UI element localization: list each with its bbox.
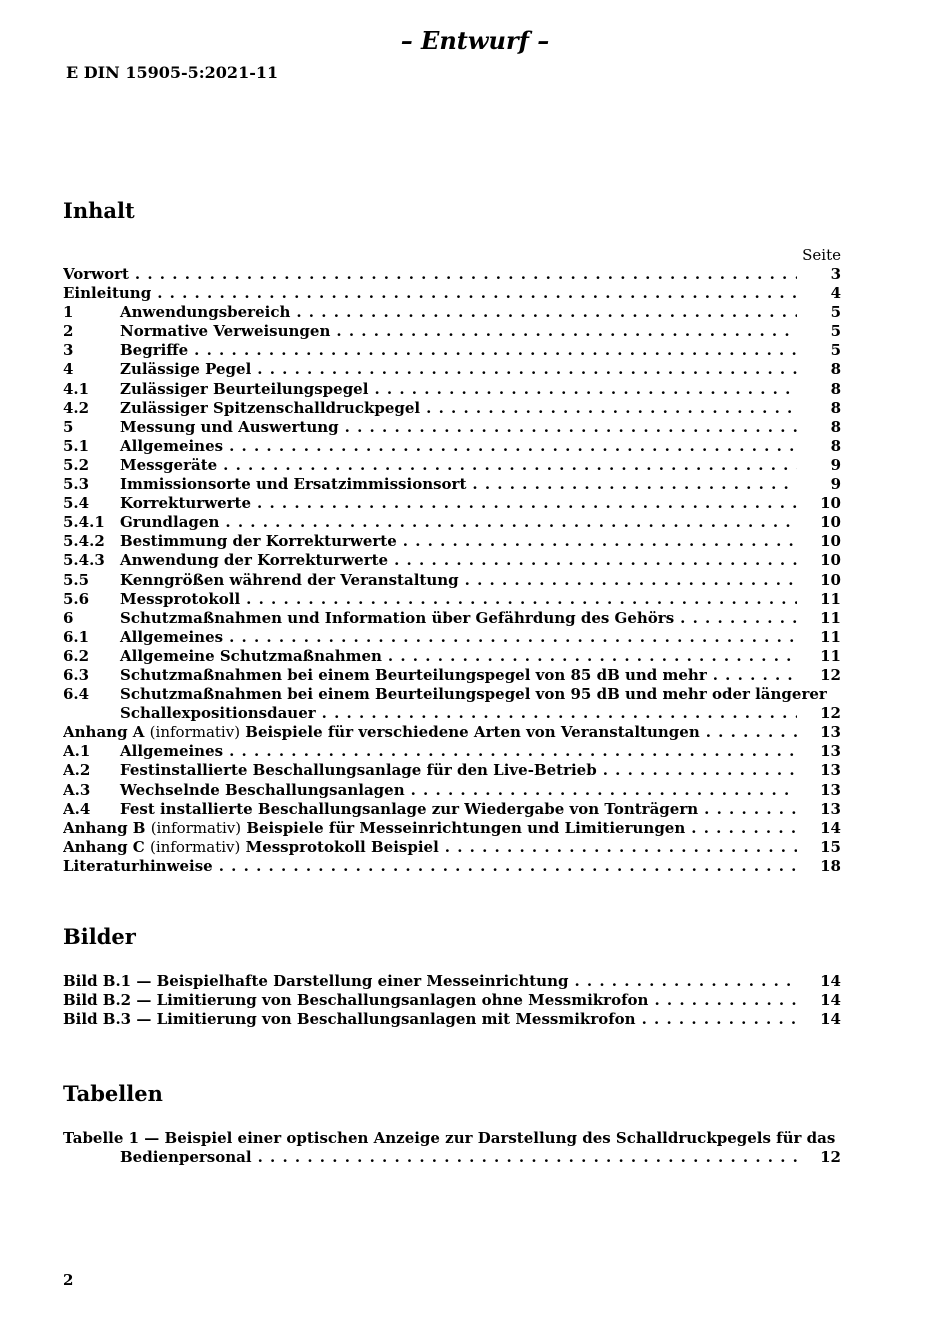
annex-note: (informativ) (149, 837, 241, 856)
toc-title: Literaturhinweise (63, 856, 213, 875)
toc-entry[interactable] (63, 742, 841, 761)
toc-title: Schutzmaßnahmen bei einem Beurteilungspegel von 85 dB und mehr (120, 665, 707, 684)
toc-entry[interactable] (63, 800, 841, 819)
toc-number: A.1 (63, 742, 91, 761)
toc-title: Kenngrößen während der Veranstaltung (120, 570, 459, 589)
toc-page: 10 (801, 494, 841, 513)
figures-heading: Bilder (63, 924, 136, 949)
toc-entry[interactable] (63, 647, 841, 666)
toc-number: 4.2 (63, 398, 90, 417)
toc-page: 8 (801, 360, 841, 379)
toc-number: 5.1 (63, 436, 90, 455)
toc-entry[interactable] (63, 685, 841, 704)
toc-title: Zulässiger Spitzenschalldruckpegel (120, 398, 421, 417)
toc-number: 3 (63, 341, 74, 360)
toc-entry-continued[interactable] (63, 704, 841, 723)
toc-entry[interactable] (63, 303, 841, 322)
toc-entry[interactable] (63, 475, 841, 494)
toc-number: 5.3 (63, 475, 90, 494)
toc-page: 13 (801, 761, 841, 780)
toc-page: 8 (801, 399, 841, 418)
toc-page: 13 (801, 781, 841, 800)
toc-number: 5.4 (63, 494, 90, 513)
toc-title: Immissionsorte und Ersatzimmissionsort (120, 475, 467, 494)
annex-note: (informativ) (150, 818, 242, 837)
toc-entry[interactable] (63, 322, 841, 341)
toc-number: 6.3 (63, 665, 90, 684)
toc-annex-entry[interactable] (63, 819, 841, 838)
toc-entry[interactable] (63, 456, 841, 475)
toc-entry[interactable] (63, 571, 841, 590)
toc-entry[interactable] (63, 532, 841, 551)
toc-number: 5.4.2 (63, 532, 105, 551)
toc-annex-entry[interactable] (63, 838, 841, 857)
toc-page: 5 (801, 341, 841, 360)
toc-title: Korrekturwerte (120, 494, 252, 513)
toc-title: Messung und Auswertung (120, 417, 339, 436)
toc-number: 5.4.1 (63, 513, 105, 532)
toc-number: 2 (63, 322, 74, 341)
toc-page: 10 (801, 513, 841, 532)
annex-label: Anhang B (63, 818, 146, 837)
document-id: E DIN 15905-5:2021-11 (66, 63, 279, 82)
toc-page: 8 (801, 437, 841, 456)
toc-entry[interactable] (63, 380, 841, 399)
figure-title: Bild B.2 — Limitierung von Beschallungsanlagen ohne Messmikrofon (63, 991, 649, 1010)
toc-number: 4 (63, 360, 74, 379)
toc-entry[interactable] (63, 513, 841, 532)
toc-title: Grundlagen (120, 513, 220, 532)
figure-entry[interactable] (63, 972, 841, 991)
toc-entry[interactable] (63, 666, 841, 685)
toc-title: Beispiele für verschiedene Arten von Veranstaltungen (245, 723, 700, 742)
toc-page: 12 (801, 666, 841, 685)
toc-number: A.3 (63, 780, 91, 799)
toc-entry[interactable] (63, 360, 841, 379)
toc-title: Anwendungsbereich (120, 303, 291, 322)
toc-number: 6.4 (63, 685, 90, 704)
toc-number: 5.5 (63, 570, 90, 589)
toc-number: A.4 (63, 799, 91, 818)
toc-title: Wechselnde Beschallungsanlagen (120, 780, 405, 799)
toc-page: 13 (801, 723, 841, 742)
toc-entry[interactable] (63, 609, 841, 628)
table-page: 12 (801, 1148, 841, 1167)
toc-entry[interactable] (63, 284, 841, 303)
toc-entry[interactable] (63, 341, 841, 360)
toc-number: 6.1 (63, 627, 90, 646)
toc-page: 10 (801, 571, 841, 590)
toc-title: Allgemeines (120, 742, 224, 761)
figure-title: Bild B.3 — Limitierung von Beschallungsanlagen mit Messmikrofon (63, 1010, 636, 1029)
page-column-label: Seite (802, 246, 841, 264)
toc-title: Allgemeine Schutzmaßnahmen (120, 646, 382, 665)
annex-label: Anhang C (63, 837, 145, 856)
toc-entry[interactable] (63, 781, 841, 800)
toc-number: 6.2 (63, 646, 90, 665)
toc-page: 5 (801, 322, 841, 341)
figure-entry[interactable] (63, 991, 841, 1010)
toc-page: 10 (801, 551, 841, 570)
toc-entry[interactable] (63, 857, 841, 876)
toc-annex-entry[interactable] (63, 723, 841, 742)
toc-page: 10 (801, 532, 841, 551)
toc-entry[interactable] (63, 590, 841, 609)
toc-page: 9 (801, 456, 841, 475)
toc-title: Allgemeines (120, 436, 224, 455)
toc-page: 11 (801, 609, 841, 628)
toc-title: Zulässige Pegel (120, 360, 252, 379)
page-number: 2 (63, 1271, 74, 1289)
toc-title: Beispiele für Messeinrichtungen und Limitierungen (246, 818, 686, 837)
toc-page: 5 (801, 303, 841, 322)
toc-page: 4 (801, 284, 841, 303)
toc-entry[interactable] (63, 551, 841, 570)
toc-title: Einleitung (63, 284, 152, 303)
toc-page: 13 (801, 742, 841, 761)
table-title-continued: Bedienpersonal (120, 1148, 252, 1167)
annex-label: Anhang A (63, 723, 145, 742)
toc-page: 3 (801, 265, 841, 284)
figure-title: Bild B.1 — Beispielhafte Darstellung einer Messeinrichtung (63, 972, 569, 990)
table-entry-continued[interactable] (63, 1148, 841, 1167)
toc-title: Fest installierte Beschallungsanlage zur Wiedergabe von Tonträgern (120, 799, 699, 818)
toc-entry[interactable] (63, 399, 841, 418)
toc-page: 11 (801, 590, 841, 609)
toc-page: 9 (801, 475, 841, 494)
list-of-tables (63, 1129, 841, 1167)
toc-entry[interactable] (63, 761, 841, 780)
toc-title: Zulässiger Beurteilungspegel (120, 379, 369, 398)
toc-page: 13 (801, 800, 841, 819)
toc-entry[interactable] (63, 265, 841, 284)
annex-note: (informativ) (149, 723, 241, 742)
toc-title: Vorwort (63, 265, 129, 283)
toc-title: Messprotokoll Beispiel (245, 837, 439, 856)
toc-page: 12 (801, 704, 841, 723)
toc-title: Messprotokoll (120, 589, 241, 608)
toc-entry[interactable] (63, 494, 841, 513)
figure-page: 14 (801, 991, 841, 1010)
toc-title: Bestimmung der Korrekturwerte (120, 532, 397, 551)
toc-page: 15 (801, 838, 841, 857)
toc-number: 5.2 (63, 455, 90, 474)
toc-page: 8 (801, 418, 841, 437)
toc-entry[interactable] (63, 418, 841, 437)
toc-entry[interactable] (63, 437, 841, 456)
toc-title: Anwendung der Korrekturwerte (120, 551, 389, 570)
toc-number: 5.6 (63, 589, 90, 608)
toc-number: 5 (63, 417, 74, 436)
tables-heading: Tabellen (63, 1081, 163, 1106)
draft-mark: – Entwurf – (400, 26, 550, 55)
toc-title: Schutzmaßnahmen und Information über Gefährdung des Gehörs (120, 608, 675, 627)
toc-title: Festinstallierte Beschallungsanlage für den Live-Betrieb (120, 761, 597, 780)
toc-number: 4.1 (63, 379, 90, 398)
table-title: Tabelle 1 — Beispiel einer optischen Anzeige zur Darstellung des Schalldruckpegels für das (63, 1129, 836, 1147)
toc-title: Allgemeines (120, 627, 224, 646)
toc-entry[interactable] (63, 628, 841, 647)
toc-number: A.2 (63, 761, 91, 780)
figure-page: 14 (801, 972, 841, 991)
toc-title: Normative Verweisungen (120, 322, 331, 341)
toc-page: 11 (801, 628, 841, 647)
toc-page: 14 (801, 819, 841, 838)
contents-heading: Inhalt (63, 198, 135, 223)
table-of-contents (63, 246, 841, 876)
table-entry[interactable] (63, 1129, 841, 1148)
toc-title: Messgeräte (120, 455, 218, 474)
toc-page: 18 (801, 857, 841, 876)
toc-number: 6 (63, 608, 74, 627)
toc-number: 5.4.3 (63, 551, 105, 570)
toc-title-continued: Schallexpositionsdauer (120, 704, 316, 723)
figure-entry[interactable] (63, 1010, 841, 1029)
toc-title: Schutzmaßnahmen bei einem Beurteilungspegel von 95 dB und mehr oder längerer (120, 685, 827, 704)
toc-page: 8 (801, 380, 841, 399)
toc-title: Begriffe (120, 341, 189, 360)
list-of-figures (63, 972, 841, 1029)
figure-page: 14 (801, 1010, 841, 1029)
toc-page: 11 (801, 647, 841, 666)
toc-number: 1 (63, 303, 74, 322)
